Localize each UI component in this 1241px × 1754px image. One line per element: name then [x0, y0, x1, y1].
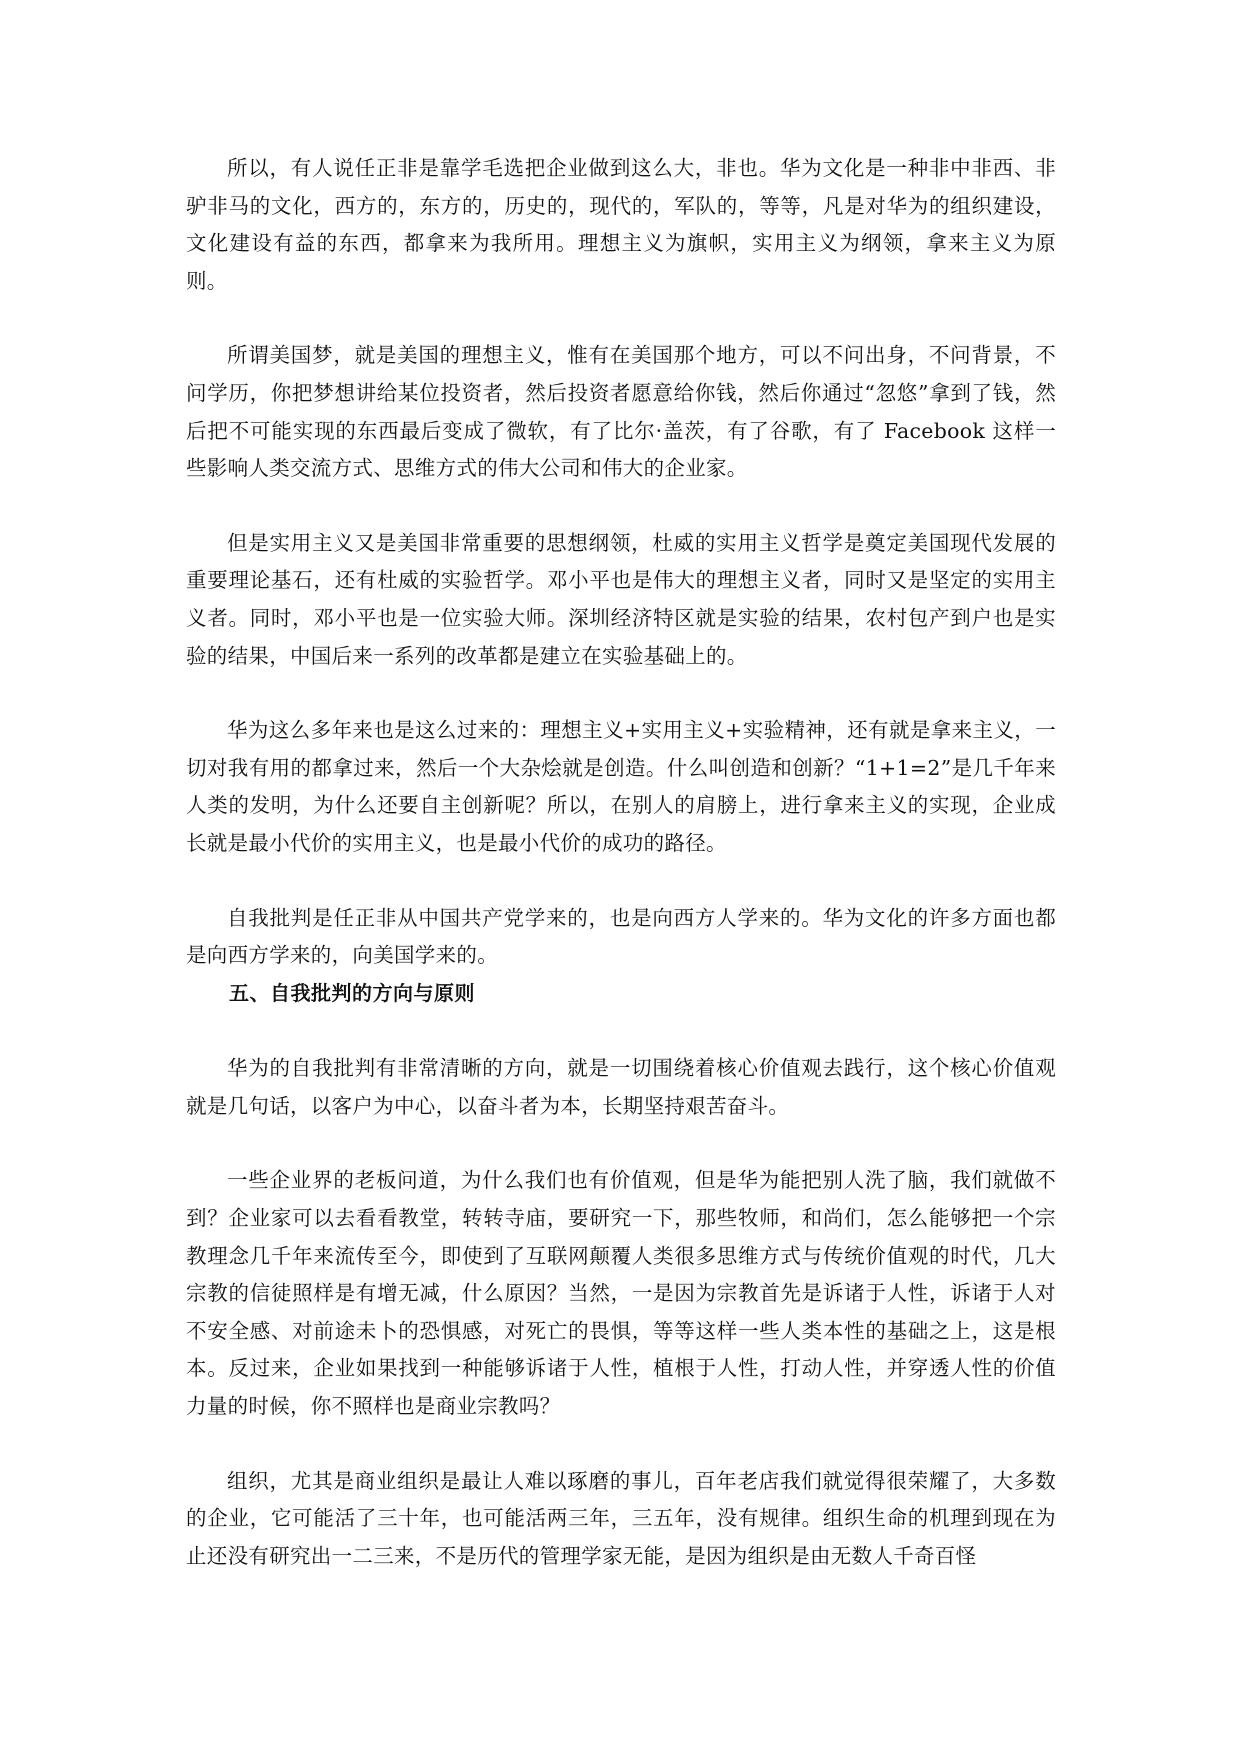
- section-heading: 五、自我批判的方向与原则: [229, 980, 475, 1005]
- paragraph-6: 华为的自我批判有非常清晰的方向，就是一切围绕着核心价值观去践行，这个核心价值观就是几句话，以客户为中心，以奋斗者为本，长期坚持艰苦奋斗。: [186, 1056, 1056, 1118]
- document-page: [186, 150, 1056, 1612]
- paragraph-1: 所以，有人说任正非是靠学毛选把企业做到这么大，非也。华为文化是一种非中非西、非驴非马的文化，西方的，东方的，历史的，现代的，军队的，等等，凡是对华为的组织建设，文化建设有益的东西，都拿来为我所用。理想主义为旗帜，实用主义为纲领，拿来主义为原则。: [186, 156, 1056, 293]
- paragraph-8: 组织，尤其是商业组织是最让人难以琢磨的事儿，百年老店我们就觉得很荣耀了，大多数的企业，它可能活了三十年，也可能活两三年，三五年，没有规律。组织生命的机理到现在为止还没有研究出一二三来，不是历代的管理学家无能，是因为组织是由无数人千奇百怪: [186, 1468, 1056, 1568]
- paragraph-7: 一些企业界的老板问道，为什么我们也有价值观，但是华为能把别人洗了脑，我们就做不到？企业家可以去看看教堂，转转寺庙，要研究一下，那些牧师，和尚们，怎么能够把一个宗教理念几千年来流传至今，即使到了互联网颠覆人类很多思维方式与传统价值观的时代，几大宗教的信徒照样是有增无减，什么原因？当然，一是因为宗教首先是诉诸于人性，诉诸于人对不安全感、对前途未卜的恐惧感，对死亡的畏惧，等等这样一些人类本性的基础之上，这是根本。反过来，企业如果找到一种能够诉诸于人性，植根于人性，打动人性，并穿透人性的价值力量的时候，你不照样也是商业宗教吗？: [186, 1168, 1056, 1419]
- paragraph-5: 自我批判是任正非从中国共产党学来的，也是向西方人学来的。华为文化的许多方面也都是向西方学来的，向美国学来的。: [186, 905, 1056, 968]
- paragraph-4: 华为这么多年来也是这么过来的：理想主义+实用主义+实验精神，还有就是拿来主义，一切对我有用的都拿过来，然后一个大杂烩就是创造。什么叫创造和创新？“1+1=2”是几千年来人类的发明，为什么还要自主创新呢？所以，在别人的肩膀上，进行拿来主义的实现，企业成长就是最小代价的实用主义，也是最小代价的成功的路径。: [186, 718, 1056, 855]
- paragraph-2: 所谓美国梦，就是美国的理想主义，惟有在美国那个地方，可以不问出身，不问背景，不问学历，你把梦想讲给某位投资者，然后投资者愿意给你钱，然后你通过“忽悠”拿到了钱，然后把不可能实现的东西最后变成了微软，有了比尔·盖茨，有了谷歌，有了 Facebook 这样一些影响人类交流方式、思维方式的伟大公司和伟大的企业家。: [186, 343, 1056, 481]
- paragraph-3: 但是实用主义又是美国非常重要的思想纲领，杜威的实用主义哲学是奠定美国现代发展的重要理论基石，还有杜威的实验哲学。邓小平也是伟大的理想主义者，同时又是坚定的实用主义者。同时，邓小平也是一位实验大师。深圳经济特区就是实验的结果，农村包产到户也是实验的结果，中国后来一系列的改革都是建立在实验基础上的。: [186, 530, 1056, 668]
